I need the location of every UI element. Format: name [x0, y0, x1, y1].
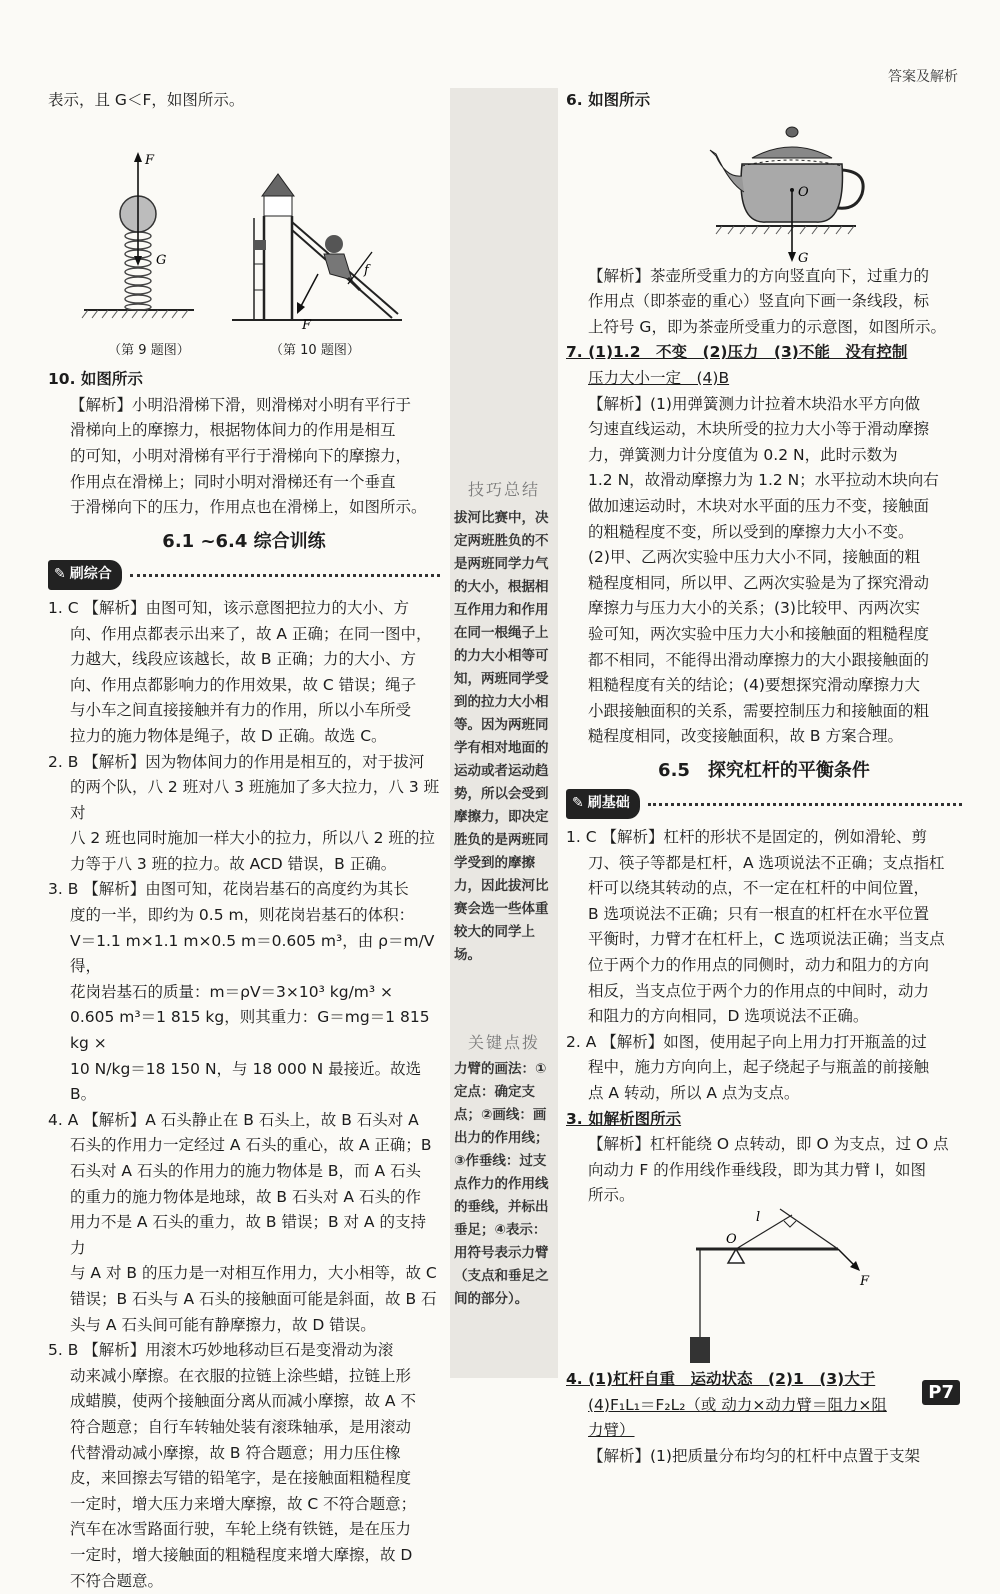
q5-line: 一定时，增大压力来增大摩擦，故 C 不符合题意； [48, 1492, 440, 1518]
fig10-label-f: f [363, 263, 371, 278]
r-q1-block [566, 825, 962, 1030]
r-q4-answer: (4)F₁L₁＝F₂L₂（或 动力×动力臂＝阻力×阻 [566, 1393, 962, 1419]
q7-line: 糙程度相同，改变接触面积，故 B 方案合理。 [588, 724, 962, 750]
q4-line: 错误；B 石头与 A 石头的接触面可能是斜面，故 B 石 [48, 1287, 440, 1313]
q3-line: 3. B 【解析】由图可知，花岗岩基石的高度约为其长 [48, 877, 440, 903]
q5-line: 5. B 【解析】用滚木巧妙地移动巨石是变滑动为滚 [48, 1338, 440, 1364]
q6-line: 上符号 G，即为茶壶所受重力的示意图，如图所示。 [588, 315, 962, 341]
q2-line: 力等于八 3 班的拉力。故 ACD 错误，B 正确。 [48, 852, 440, 878]
q1-line: 拉力的施力物体是绳子，故 D 正确。故选 C。 [48, 724, 440, 750]
r-q1-line: 1. C 【解析】杠杆的形状不是固定的，例如滑轮、剪 [566, 825, 962, 851]
figures-9-10 [48, 114, 440, 336]
fig10-label-F: F [301, 318, 312, 333]
lever-svg [566, 1209, 962, 1367]
badge-icon: ✎ [54, 562, 66, 588]
fig10-slide [232, 174, 402, 333]
q10-line: 【解析】小明沿滑梯下滑，则滑梯对小明有平行于 [70, 393, 440, 419]
q7-line: 都不相同，不能得出滑动摩擦力的大小跟接触面的 [588, 648, 962, 674]
q1-line: 1. C 【解析】由图可知，该示意图把拉力的大小、方 [48, 596, 440, 622]
q10-head: 10. 如图所示 [48, 367, 440, 393]
q7-line: 的粗糙程度不变，所以受到的摩擦力大小不变。 [588, 520, 962, 546]
dotted-divider [130, 574, 440, 577]
q5-line: 代替滑动减小摩擦，故 B 符合题意；用力压住橡 [48, 1441, 440, 1467]
badge-label: 刷基础 [588, 791, 630, 817]
q6-line: 【解析】茶壶所受重力的方向竖直向下，过重力的 [588, 264, 962, 290]
q6-line: 作用点（即茶壶的重心）竖直向下画一条线段，标 [588, 289, 962, 315]
r-q1-line: 位于两个力的作用点的同侧时，动力和阻力的方向 [566, 953, 962, 979]
badge-basic [566, 789, 640, 819]
badge-row-basic [566, 789, 962, 819]
q7-line: 做加速运动时，木块对水平面的压力不变，接触面 [588, 494, 962, 520]
q5-line: 动来减小摩擦。在衣服的拉链上涂些蜡，拉链上形 [48, 1364, 440, 1390]
fig9-caption: （第 9 题图） [108, 338, 190, 364]
q5-line: 成蜡膜，使两个接触面分离从而减小摩擦，故 A 不 [48, 1389, 440, 1415]
r-q4-answer: 力臂） [566, 1418, 962, 1444]
q7-line: 1.2 N，故滑动摩擦力为 1.2 N；水平拉动木块向右 [588, 468, 962, 494]
q4-line: 的重力的施力物体是地球，故 B 石头对 A 石头的作 [48, 1185, 440, 1211]
left-column [48, 88, 440, 1594]
q7-answer: 压力大小一定 (4)B [566, 366, 962, 392]
q7-line: 【解析】(1)用弹簧测力计拉着木块沿水平方向做 [588, 392, 962, 418]
q4-block [48, 1108, 440, 1338]
header-label: 答案及解析 [888, 66, 958, 86]
badge-row-comprehensive [48, 560, 440, 590]
q7-line: 粗糙程度有关的结论；(4)要想探究滑动摩擦力大 [588, 673, 962, 699]
teapot-label-G: G [798, 251, 808, 266]
r-q3-analysis [566, 1132, 962, 1209]
q7-line: 糙程度相同，所以甲、乙两次实验是为了探究滑动 [588, 571, 962, 597]
fig9-spring-ball [82, 152, 194, 318]
q1-line: 向、作用点都表示出来了，故 A 正确；在同一图中， [48, 622, 440, 648]
q7-answer: 7. (1)1.2 不变 (2)压力 (3)不能 没有控制 [566, 340, 962, 366]
lever-label-l: l [756, 1210, 760, 1225]
figure-6-teapot [566, 114, 962, 264]
q5-block [48, 1338, 440, 1594]
q3-line: 度的一半，即约为 0.5 m，则花岗岩基石的体积： [48, 903, 440, 929]
r-q2-block [566, 1030, 962, 1107]
teapot-svg [566, 114, 962, 264]
q7-line: 小跟接触面积的关系，需要控制压力和接触面的粗 [588, 699, 962, 725]
r-q2-line: 2. A 【解析】如图，使用起子向上用力打开瓶盖的过 [566, 1030, 962, 1056]
q1-line: 力越大，线段应该越长，故 B 正确；力的大小、方 [48, 647, 440, 673]
q5-line: 皮，来回擦去写错的铅笔字，是在接触面粗糙程度 [48, 1466, 440, 1492]
r-q1-line: 杆可以绕其转动的点，不一定在杠杆的中间位置， [566, 876, 962, 902]
fig10-caption: （第 10 题图） [270, 338, 360, 364]
q2-line: 2. B 【解析】因为物体间力的作用是相互的，对于拔河 [48, 750, 440, 776]
q1-line: 与小车之间直接接触并有力的作用，所以小车所受 [48, 698, 440, 724]
q7-line: (2)甲、乙两次实验中压力大小不同，接触面的粗 [588, 545, 962, 571]
fig9-label-F: F [144, 153, 155, 168]
section-title-6-5: 6.5 探究杠杆的平衡条件 [566, 758, 962, 784]
dotted-divider [648, 803, 962, 806]
teapot-label-O: O [798, 185, 809, 200]
r-q3-line: 向动力 F 的作用线作垂线段，即为其力臂 l，如图 [588, 1158, 962, 1184]
tips-body: 拔河比赛中，决定两班胜负的不是两班同学力气的大小，根据相互作用力和作用在同一根绳子上的力大小相等可知，两班同学受到的拉力大小相等。因为两班同学有相对地面的运动或者运动趋势，所以会受到摩擦力，即决定胜负的是两班同学受到的摩擦力，因此拔河比赛会选一些体重较大的同学上场。 [454, 507, 554, 967]
r-q3-line: 所示。 [588, 1183, 962, 1209]
q5-line: 汽车在冰雪路面行驶，车轮上绕有铁链，是在压力 [48, 1517, 440, 1543]
q4-line: 头与 A 石头间可能有静摩擦力，故 D 错误。 [48, 1313, 440, 1339]
q7-line: 力，弹簧测力计分度值为 0.2 N，此时示数为 [588, 443, 962, 469]
q7-line: 匀速直线运动，木块所受的拉力大小等于滑动摩擦 [588, 417, 962, 443]
q10-line: 的可知，小明对滑梯有平行于滑梯向下的摩擦力， [70, 444, 440, 470]
q3-line: 花岗岩基石的质量：m＝ρV＝3×10³ kg/m³ × [48, 980, 440, 1006]
q5-line: 一定时，增大接触面的粗糙程度来增大摩擦，故 D [48, 1543, 440, 1569]
r-q1-line: B 选项说法不正确；只有一根直的杠杆在水平位置 [566, 902, 962, 928]
lever-label-O: O [726, 1232, 737, 1247]
r-q4-line: 【解析】(1)把质量分布均匀的杠杆中点置于支架 [566, 1444, 962, 1470]
q4-line: 石头的作用力一定经过 A 石头的重心，故 A 正确；B [48, 1133, 440, 1159]
r-q3-line: 【解析】杠杆能绕 O 点转动，即 O 为支点，过 O 点 [588, 1132, 962, 1158]
r-q1-line: 和阻力的方向相同，D 选项说法不正确。 [566, 1004, 962, 1030]
lever-label-F: F [859, 1274, 870, 1289]
key-body: 力臂的画法：①定点：确定支点；②画线：画出力的作用线；③作垂线：过支点作力的作用线的垂线，并标出垂足；④表示：用符号表示力臂（支点和垂足之间的部分）。 [454, 1058, 554, 1311]
q10-analysis [48, 393, 440, 521]
intro-line: 表示，且 G＜F，如图所示。 [48, 88, 440, 114]
figure-captions [48, 338, 440, 364]
q3-line: 0.605 m³＝1 815 kg，则其重力：G＝mg＝1 815 kg × [48, 1005, 440, 1056]
q6-head: 6. 如图所示 [566, 88, 962, 114]
q10-line: 作用点在滑梯上；同时小明对滑梯还有一个垂直 [70, 470, 440, 496]
q4-line: 4. A 【解析】A 石头静止在 B 石头上，故 B 石头对 A [48, 1108, 440, 1134]
r-q4-answer: 4. (1)杠杆自重 运动状态 (2)1 (3)大于 [566, 1367, 962, 1393]
right-column [566, 88, 962, 1469]
badge-label: 刷综合 [70, 562, 112, 588]
q10-line: 于滑梯向下的压力，作用点也在滑梯上，如图所示。 [70, 495, 440, 521]
q6-analysis [566, 264, 962, 341]
key-title: 关键点拨 [454, 1031, 554, 1054]
figure-lever [566, 1209, 962, 1367]
q1-block [48, 596, 440, 750]
r-q2-line: 点 A 转动，所以 A 点为支点。 [566, 1081, 962, 1107]
figure-9-10-svg [48, 114, 440, 336]
q4-line: 石头对 A 石头的作用力的施力物体是 B，而 A 石头 [48, 1159, 440, 1185]
r-q1-line: 平衡时，力臂才在杠杆上，C 选项说法正确；当支点 [566, 927, 962, 953]
tips-title: 技巧总结 [454, 478, 554, 501]
r-q2-line: 程中，施力方向向上，起子绕起子与瓶盖的前接触 [566, 1055, 962, 1081]
r-q1-line: 刀、筷子等都是杠杆，A 选项说法不正确；支点指杠 [566, 851, 962, 877]
badge-comprehensive [48, 560, 122, 590]
q5-line: 符合题意；自行车转轴处装有滚珠轴承，是用滚动 [48, 1415, 440, 1441]
q2-line: 八 2 班也同时施加一样大小的拉力，所以八 2 班的拉 [48, 826, 440, 852]
r-q1-line: 相反，当支点位于两个力的作用点的中间时，动力 [566, 979, 962, 1005]
section-title-6-1-6-4: 6.1 ~6.4 综合训练 [48, 529, 440, 555]
q7-line: 摩擦力与压力大小的关系；(3)比较甲、丙两次实 [588, 596, 962, 622]
q2-line: 的两个队，八 2 班对八 3 班施加了多大拉力，八 3 班对 [48, 775, 440, 826]
q2-block [48, 750, 440, 878]
q4-line: 与 A 对 B 的压力是一对相互作用力，大小相等，故 C [48, 1261, 440, 1287]
fig9-label-G: G [156, 253, 166, 268]
page-number: P7 [922, 1380, 960, 1405]
q4-line: 用力不是 A 石头的重力，故 B 错误；B 对 A 的支持力 [48, 1210, 440, 1261]
r-q3-head: 3. 如解析图所示 [566, 1107, 962, 1133]
side-notes [450, 88, 558, 1378]
badge-icon: ✎ [572, 791, 584, 817]
q3-block [48, 877, 440, 1107]
q10-line: 滑梯向上的摩擦力，根据物体间力的作用是相互 [70, 418, 440, 444]
q7-line: 验可知，两次实验中压力大小和接触面的粗糙程度 [588, 622, 962, 648]
q1-line: 向、作用点都影响力的作用效果，故 C 错误；绳子 [48, 673, 440, 699]
q3-line: 10 N/kg＝18 150 N，与 18 000 N 最接近。故选 B。 [48, 1057, 440, 1108]
q3-line: V＝1.1 m×1.1 m×0.5 m＝0.605 m³，由 ρ＝m/V 得， [48, 929, 440, 980]
q7-analysis [566, 392, 962, 750]
q5-line: 不符合题意。 [48, 1569, 440, 1594]
